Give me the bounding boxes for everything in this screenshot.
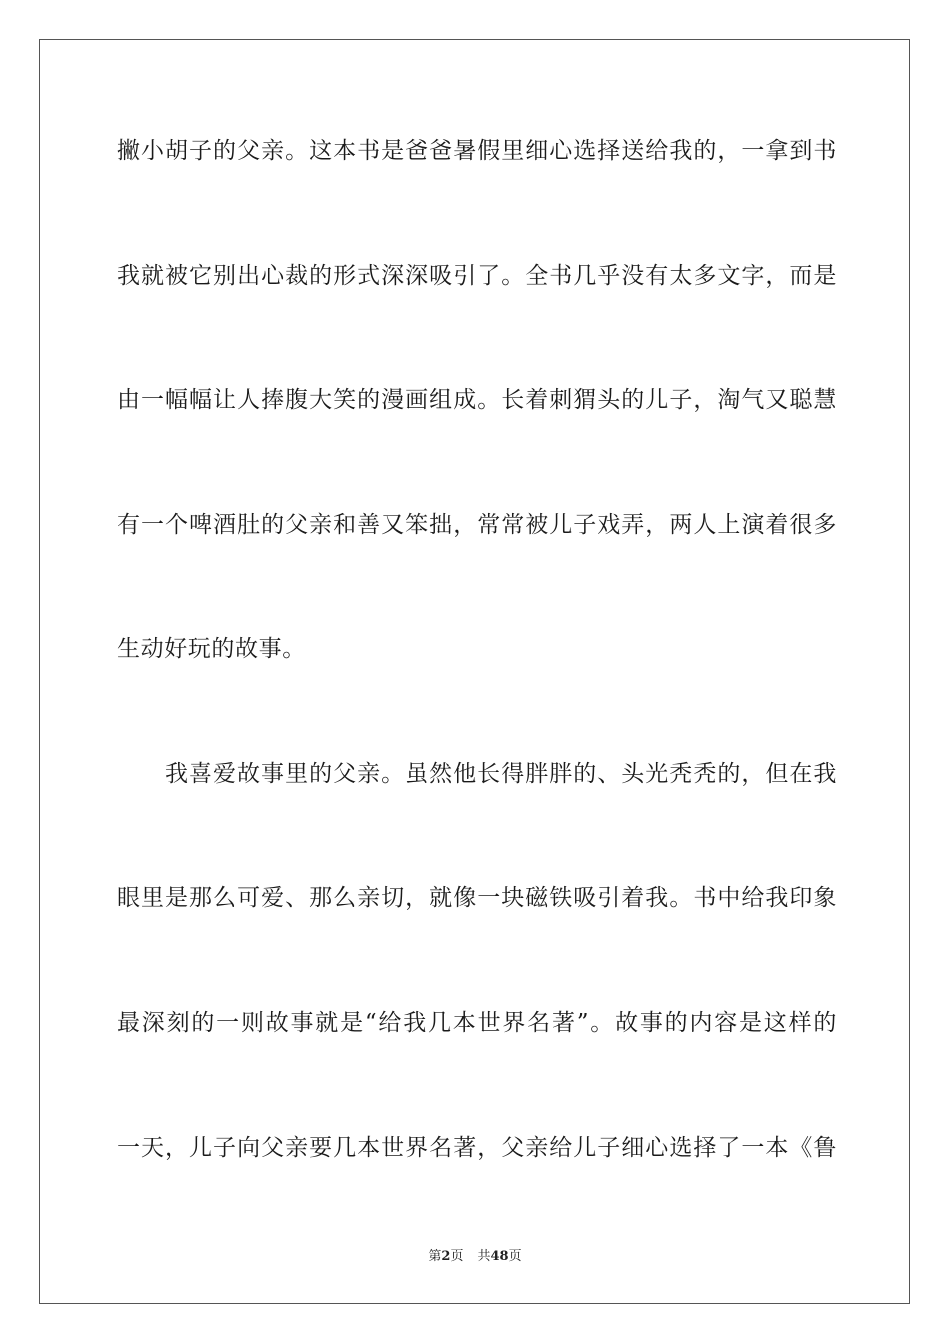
footer-total-prefix: 共 <box>477 1249 491 1264</box>
footer-page-suffix: 页 <box>450 1249 464 1264</box>
text-line-2: 我就被它别出心裁的形式深深吸引了。全书几乎没有太多文字，而是 <box>117 263 837 289</box>
footer-total-suffix: 页 <box>508 1249 522 1264</box>
page-footer <box>0 1248 950 1266</box>
text-line-6: 我喜爱故事里的父亲。虽然他长得胖胖的、头光秃秃的，但在我 <box>165 761 837 787</box>
page-border <box>39 39 910 1304</box>
text-line-3: 由一幅幅让人捧腹大笑的漫画组成。长着刺猬头的儿子，淘气又聪慧 <box>117 387 837 413</box>
footer-page-prefix: 第 <box>428 1249 442 1264</box>
text-line-1: 撇小胡子的父亲。这本书是爸爸暑假里细心选择送给我的，一拿到书 <box>117 138 837 164</box>
text-line-8: 最深刻的一则故事就是“给我几本世界名著”。故事的内容是这样的 <box>117 1010 837 1036</box>
footer-page-number: 2 <box>441 1249 451 1264</box>
text-line-4: 有一个啤酒肚的父亲和善又笨拙，常常被儿子戏弄，两人上演着很多 <box>117 512 837 538</box>
footer-total-pages: 48 <box>490 1249 509 1264</box>
text-line-7: 眼里是那么可爱、那么亲切，就像一块磁铁吸引着我。书中给我印象 <box>117 885 837 911</box>
text-line-5: 生动好玩的故事。 <box>117 636 306 662</box>
text-line-9: 一天，儿子向父亲要几本世界名著，父亲给儿子细心选择了一本《鲁 <box>117 1135 837 1161</box>
